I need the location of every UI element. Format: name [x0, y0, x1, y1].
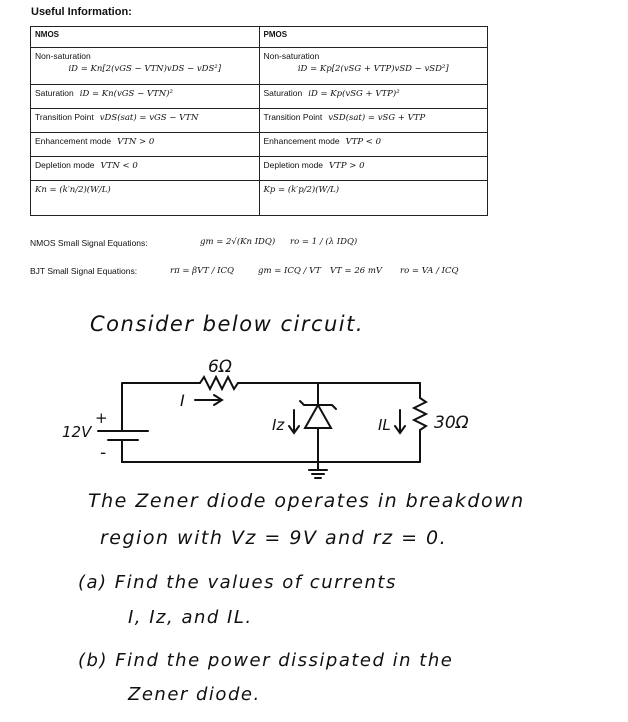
bjt-vt-value: VT = 26 mV [330, 266, 383, 276]
current-arrow-i [195, 395, 222, 405]
load-30-ohm-label: 30Ω [434, 413, 469, 433]
current-arrow-il [395, 410, 405, 433]
pmos-row-label: Enhancement mode [263, 136, 340, 146]
part-b-line-2: Zener diode. [128, 684, 261, 705]
resistor-6-ohm [200, 377, 238, 389]
pmos-row-label: Non-saturation [263, 51, 320, 61]
part-b-line-1: (b) Find the power dissipated in the [78, 650, 454, 671]
nmos-equation: vDS(sat) = vGS − VTN [99, 113, 199, 123]
pmos-row-label: Depletion mode [263, 160, 324, 170]
nmos-row-label: Depletion mode [35, 160, 95, 170]
nmos-equation: VTN < 0 [100, 161, 138, 171]
nmos-kn-equation: Kn = (k′n/2)(W/L) [35, 185, 111, 195]
nmos-gm-equation: gm = 2√(Kn IDQ) [200, 237, 276, 247]
part-a-line-1: (a) Find the values of currents [78, 572, 397, 593]
pmos-equation: VTP > 0 [329, 161, 365, 171]
bjt-ro-equation: ro = VA / ICQ [400, 266, 459, 276]
zener-branch [300, 383, 336, 470]
useful-info-heading: Useful Information: [31, 6, 132, 18]
source-plus-sign: + [95, 409, 108, 427]
current-il-label: IL [378, 416, 391, 434]
bjt-gm-equation: gm = ICQ / VT [258, 266, 321, 276]
nmos-row-label: Saturation [35, 88, 74, 98]
top-wire-left [122, 383, 200, 430]
load-resistor-30-ohm [414, 383, 426, 462]
bottom-wire [122, 440, 420, 462]
pmos-equation: iD = Kp(vSG + VTP)² [308, 89, 400, 99]
current-iz-label: Iz [272, 416, 285, 434]
source-12v-label: 12V [62, 423, 92, 441]
statement-line-1: The Zener diode operates in breakdown [88, 490, 525, 512]
nmos-equation: VTN > 0 [117, 137, 155, 147]
battery-plates [98, 431, 148, 440]
nmos-row-label: Non-saturation [35, 51, 91, 61]
nmos-row-label: Enhancement mode [35, 136, 112, 146]
bjt-small-signal-label: BJT Small Signal Equations: [30, 266, 138, 276]
pmos-row-label: Transition Point [263, 112, 323, 122]
nmos-equation: iD = Kn(vGS − VTN)² [79, 89, 173, 99]
bjt-rpi-equation: rπ = βVT / ICQ [170, 266, 234, 276]
pmos-row-label: Saturation [263, 88, 303, 98]
source-minus-sign: - [100, 443, 107, 463]
header-nmos: NMOS [31, 27, 260, 48]
current-arrow-iz [289, 410, 299, 433]
nmos-equation: iD = Kn[2(vGS − VTN)vDS − vDS²] [68, 64, 222, 74]
pmos-kp-equation: Kp = (k′p/2)(W/L) [263, 185, 340, 195]
pmos-equation: vSD(sat) = vSG + VTP [328, 113, 426, 123]
pmos-equation: iD = Kp[2(vSG + VTP)vSD − vSD²] [297, 64, 449, 74]
current-i-label: I [180, 391, 185, 410]
statement-line-2: region with Vz = 9V and rz = 0. [100, 527, 448, 549]
pmos-equation: VTP < 0 [345, 137, 382, 147]
nmos-row-label: Transition Point [35, 112, 94, 122]
resistor-6-ohm-label: 6Ω [208, 357, 232, 377]
header-pmos: PMOS [259, 27, 488, 48]
nmos-small-signal-label: NMOS Small Signal Equations: [30, 238, 148, 248]
problem-intro: Consider below circuit. [90, 312, 365, 336]
ground-symbol [309, 470, 327, 478]
part-a-line-2: I, Iz, and IL. [128, 607, 253, 628]
nmos-ro-equation: ro = 1 / (λ IDQ) [290, 237, 358, 247]
